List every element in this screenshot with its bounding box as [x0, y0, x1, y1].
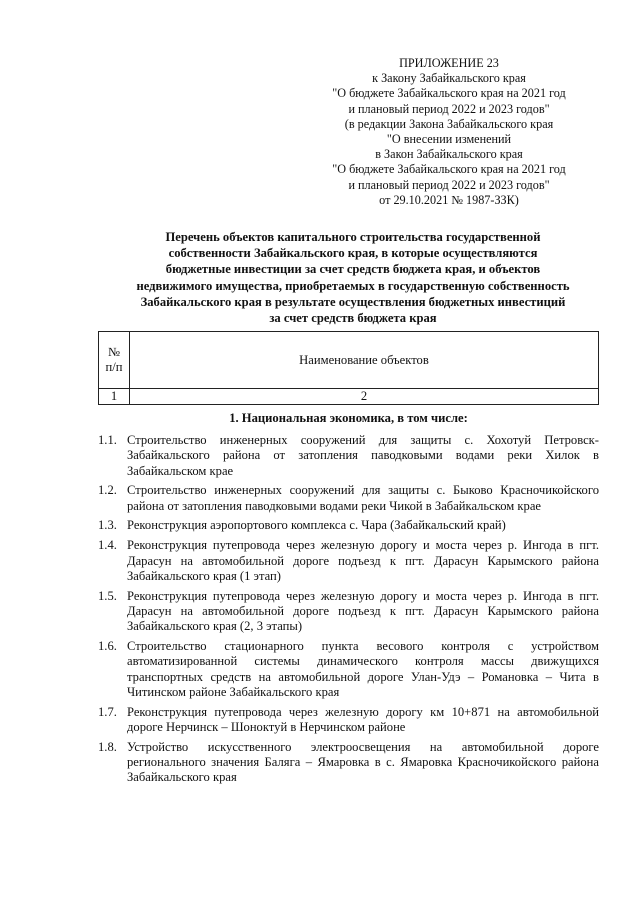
item-number: 1.8.	[98, 739, 117, 754]
title-line: за счет средств бюджета края	[269, 311, 437, 326]
item-number: 1.5.	[98, 588, 117, 603]
appendix-line: в Закон Забайкальского края	[375, 147, 523, 162]
appendix-line: и плановый период 2022 и 2023 годов"	[348, 101, 550, 116]
appendix-header	[318, 56, 580, 208]
list-item	[98, 433, 599, 479]
title-line: недвижимого имущества, приобретаемых в государственную собственность	[136, 278, 570, 293]
item-text: Реконструкция путепровода через железную дорогу км 10+871 на автомобильной дороге Нерчинск – Шоноктуй в Нерчинском районе	[127, 704, 599, 735]
document-title	[98, 229, 608, 326]
item-text: Строительство инженерных сооружений для защиты с. Хохотуй Петровск-Забайкальского района от затопления паводковыми водами реки Хилок в Забайкальском крае	[127, 433, 599, 478]
appendix-line: к Закону Забайкальского края	[372, 71, 526, 86]
column-number-2: 2	[130, 389, 599, 405]
objects-list	[98, 433, 599, 790]
item-number: 1.4.	[98, 538, 117, 553]
column-header-number	[99, 332, 130, 389]
item-text: Реконструкция путепровода через железную дорогу и моста через р. Ингода в пгт. Дарасун на автомобильной дороге подъезд к пгт. Дарасун Карымского района Забайкальского края (1 этап)	[127, 538, 599, 583]
appendix-line: (в редакции Закона Забайкальского края	[344, 116, 554, 131]
list-item	[98, 589, 599, 635]
item-number: 1.6.	[98, 639, 117, 654]
appendix-line: ПРИЛОЖЕНИЕ 23	[399, 56, 499, 70]
item-text: Реконструкция аэропортового комплекса с. Чара (Забайкальский край)	[127, 518, 506, 533]
item-text: Реконструкция путепровода через железную дорогу и моста через р. Ингода в пгт. Дарасун на автомобильной дороге подъезд к пгт. Дарасун Карымского района Забайкальского края (2, 3 этапы)	[127, 588, 599, 634]
list-item	[98, 705, 599, 736]
list-item	[98, 639, 599, 700]
section-title: 1. Национальная экономика, в том числе:	[229, 411, 468, 425]
item-text: Строительство стационарного пункта весового контроля с устройством автоматизированной системы динамического контроля массы движущихся транспортных средств на автомобильной дороге Улан-Удэ – Романовка – Чита в Читинском районе Забайкальского края	[127, 639, 599, 699]
list-item	[98, 538, 599, 584]
column-header-number-line1: №	[107, 345, 121, 359]
column-number-1: 1	[99, 389, 130, 405]
item-number: 1.3.	[98, 518, 117, 533]
list-item	[98, 740, 599, 786]
objects-table-header	[98, 331, 599, 405]
column-header-number-line2: п/п	[105, 360, 123, 374]
list-item	[98, 483, 599, 514]
title-line: собственности Забайкальского края, в которые осуществляются	[168, 246, 538, 261]
appendix-line: от 29.10.2021 № 1987-ЗЗК)	[379, 192, 519, 207]
column-header-name: Наименование объектов	[130, 332, 599, 389]
item-number: 1.2.	[98, 483, 117, 498]
title-line: Перечень объектов капитального строительства государственной	[165, 230, 541, 244]
title-line: Забайкальского края в результате осуществления бюджетных инвестиций	[140, 294, 566, 309]
list-item	[98, 518, 599, 533]
appendix-line: и плановый период 2022 и 2023 годов"	[348, 177, 550, 192]
item-number: 1.7.	[98, 704, 117, 719]
item-number: 1.1.	[98, 433, 117, 447]
item-text: Строительство инженерных сооружений для защиты с. Быково Красночикойского района от затопления паводковыми водами реки Чикой в Забайкальском крае	[127, 483, 599, 513]
item-text: Устройство искусственного электроосвещения на автомобильной дороге регионального значения Баляга – Ямаровка в с. Ямаровка Красночикойского района Забайкальского края	[127, 739, 599, 785]
appendix-line: "О внесении изменений	[386, 132, 512, 147]
appendix-line: "О бюджете Забайкальского края на 2021 год	[332, 162, 566, 177]
appendix-line: "О бюджете Забайкальского края на 2021 год	[332, 86, 566, 101]
title-line: бюджетные инвестиции за счет средств бюджета края, и объектов	[165, 262, 541, 277]
